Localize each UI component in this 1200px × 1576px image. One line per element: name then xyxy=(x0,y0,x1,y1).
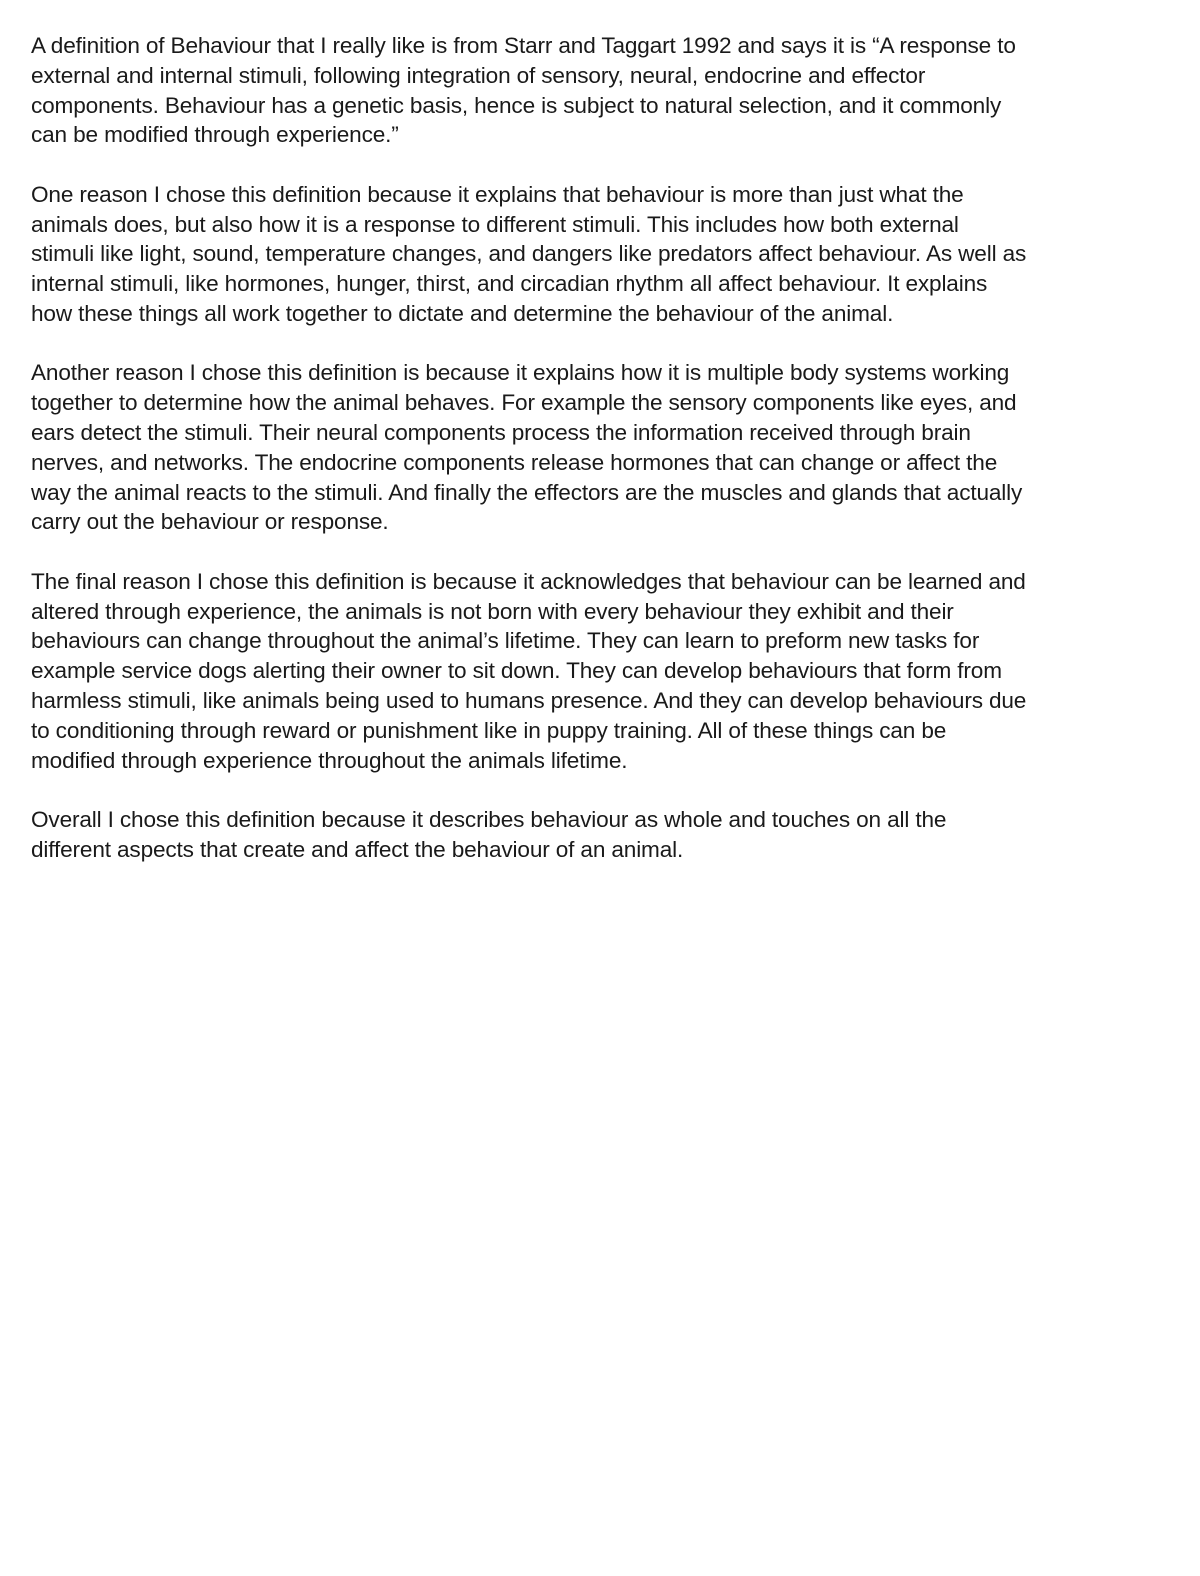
text-line: components. Behaviour has a genetic basis, hence is subject to natural selection, and it commonly xyxy=(31,92,1002,118)
text-line: ears detect the stimuli. Their neural components process the information received through brain xyxy=(31,419,971,445)
document-body xyxy=(31,31,1171,865)
paragraph-second-reason xyxy=(31,358,1171,537)
text-line: together to determine how the animal behaves. For example the sensory components like eyes, and xyxy=(31,390,1017,416)
paragraph-final-reason xyxy=(31,567,1171,776)
text-line: harmless stimuli, like animals being used to humans presence. And they can develop behaviours due xyxy=(31,687,1027,713)
text-line: altered through experience, the animals is not born with every behaviour they exhibit and their xyxy=(31,598,954,624)
text-line: can be modified through experience.” xyxy=(31,122,399,148)
text-line: way the animal reacts to the stimuli. And finally the effectors are the muscles and glands that actually xyxy=(31,479,1023,505)
text-line: The final reason I chose this definition is because it acknowledges that behaviour can be learned and xyxy=(31,568,1026,594)
text-line: One reason I chose this definition because it explains that behaviour is more than just what the xyxy=(31,181,964,207)
paragraph-definition xyxy=(31,31,1171,150)
text-line: example service dogs alerting their owner to sit down. They can develop behaviours that form from xyxy=(31,658,1002,684)
text-line: different aspects that create and affect the behaviour of an animal. xyxy=(31,836,684,862)
text-line: Overall I chose this definition because it describes behaviour as whole and touches on all the xyxy=(31,806,947,832)
text-line: how these things all work together to dictate and determine the behaviour of the animal. xyxy=(31,300,894,326)
text-line: carry out the behaviour or response. xyxy=(31,509,389,535)
text-line: internal stimuli, like hormones, hunger, thirst, and circadian rhythm all affect behaviour. It explains xyxy=(31,271,988,297)
paragraph-conclusion xyxy=(31,805,1171,865)
text-line: to conditioning through reward or punishment like in puppy training. All of these things can be xyxy=(31,717,947,743)
text-line: nerves, and networks. The endocrine components release hormones that can change or affect the xyxy=(31,449,998,475)
text-line: modified through experience throughout the animals lifetime. xyxy=(31,747,628,773)
text-line: behaviours can change throughout the animal’s lifetime. They can learn to preform new tasks for xyxy=(31,628,980,654)
text-line: Another reason I chose this definition is because it explains how it is multiple body systems working xyxy=(31,360,1010,386)
text-line: stimuli like light, sound, temperature changes, and dangers like predators affect behaviour. As well as xyxy=(31,241,1027,267)
text-line: animals does, but also how it is a response to different stimuli. This includes how both external xyxy=(31,211,959,237)
paragraph-first-reason xyxy=(31,180,1171,329)
text-line: A definition of Behaviour that I really like is from Starr and Taggart 1992 and says it is “A response to xyxy=(31,33,1016,58)
text-line: external and internal stimuli, following integration of sensory, neural, endocrine and effector xyxy=(31,62,926,88)
